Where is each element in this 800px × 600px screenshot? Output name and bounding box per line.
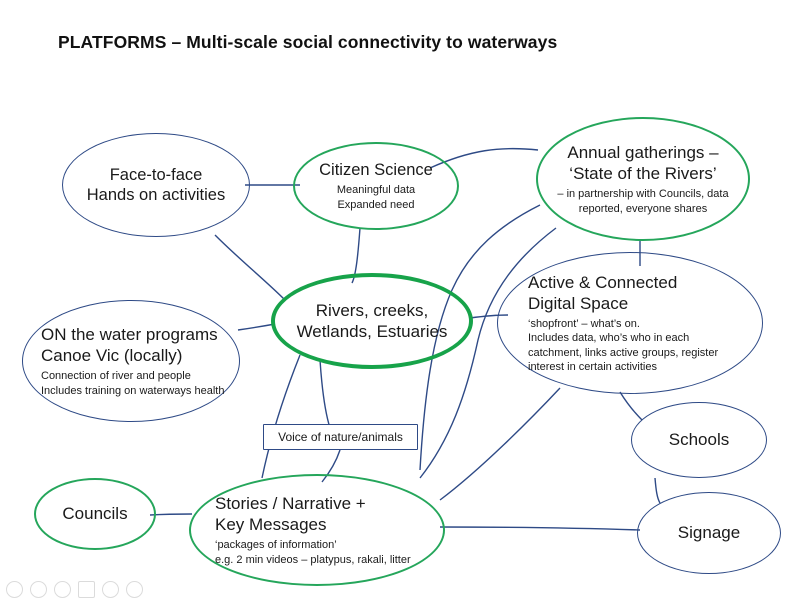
node-on-the-water-line1: ON the water programs xyxy=(41,324,218,344)
node-voice-of-nature-label: Voice of nature/animals xyxy=(278,430,403,444)
detail-line: Includes data, who’s who in each xyxy=(528,332,690,345)
footer-icon-bar xyxy=(6,581,143,598)
node-signage-label: Signage xyxy=(677,523,741,543)
node-schools[interactable] xyxy=(631,402,767,478)
page-title: PLATFORMS – Multi-scale social connectivity to waterways xyxy=(58,32,558,52)
node-schools-label: Schools xyxy=(668,430,730,450)
detail-line: ‘shopfront’ – what’s on. xyxy=(528,318,640,331)
node-annual-gatherings-line2: ‘State of the Rivers’ xyxy=(569,164,717,184)
detail-line: e.g. 2 min videos – platypus, rakali, litter xyxy=(215,553,411,566)
circle-icon[interactable] xyxy=(30,581,47,598)
circle-icon[interactable] xyxy=(126,581,143,598)
detail-line: Expanded need xyxy=(337,198,415,211)
node-stories-line1: Stories / Narrative + xyxy=(215,493,366,513)
node-citizen-science[interactable] xyxy=(293,142,459,230)
node-citizen-science-title: Citizen Science xyxy=(319,161,433,180)
detail-line: Meaningful data xyxy=(336,184,416,197)
detail-line: catchment, links active groups, register xyxy=(528,346,719,359)
node-active-connected-digital-space[interactable] xyxy=(497,252,763,394)
node-on-the-water-line2: Canoe Vic (locally) xyxy=(41,346,183,366)
detail-line: Connection of river and people xyxy=(41,370,191,383)
node-rivers-line1: Rivers, creeks, xyxy=(315,300,429,320)
node-stories-line2: Key Messages xyxy=(215,515,327,535)
node-stories-narrative[interactable] xyxy=(189,474,445,586)
grid-icon[interactable] xyxy=(78,581,95,598)
node-annual-gatherings-detail xyxy=(557,187,728,216)
node-rivers-creeks-wetlands-estuaries[interactable] xyxy=(271,273,473,369)
detail-line: reported, everyone shares xyxy=(578,202,708,215)
node-on-the-water-detail xyxy=(41,369,224,398)
circle-icon[interactable] xyxy=(6,581,23,598)
node-on-the-water-programs[interactable] xyxy=(22,300,240,422)
node-face-to-face[interactable] xyxy=(62,133,250,237)
node-digital-space-detail xyxy=(528,317,718,374)
node-digital-space-line2: Digital Space xyxy=(528,293,629,313)
node-councils-label: Councils xyxy=(62,504,128,524)
node-voice-of-nature[interactable] xyxy=(263,424,418,450)
node-rivers-line2: Wetlands, Estuaries xyxy=(296,322,448,341)
detail-line: – in partnership with Councils, data xyxy=(557,188,729,201)
node-citizen-science-detail xyxy=(337,183,415,212)
node-face-to-face-line1: Face-to-face xyxy=(109,165,203,184)
detail-line: Includes training on waterways health xyxy=(41,384,225,397)
node-annual-gatherings[interactable] xyxy=(536,117,750,241)
node-signage[interactable] xyxy=(637,492,781,574)
circle-icon[interactable] xyxy=(102,581,119,598)
detail-line: ‘packages of information’ xyxy=(215,539,337,552)
node-councils[interactable] xyxy=(34,478,156,550)
node-digital-space-line1: Active & Connected xyxy=(528,272,678,292)
node-stories-detail xyxy=(215,538,411,567)
detail-line: interest in certain activities xyxy=(528,361,657,374)
node-face-to-face-line2: Hands on activities xyxy=(86,186,226,204)
node-annual-gatherings-line1: Annual gatherings – xyxy=(567,142,719,162)
circle-icon[interactable] xyxy=(54,581,71,598)
